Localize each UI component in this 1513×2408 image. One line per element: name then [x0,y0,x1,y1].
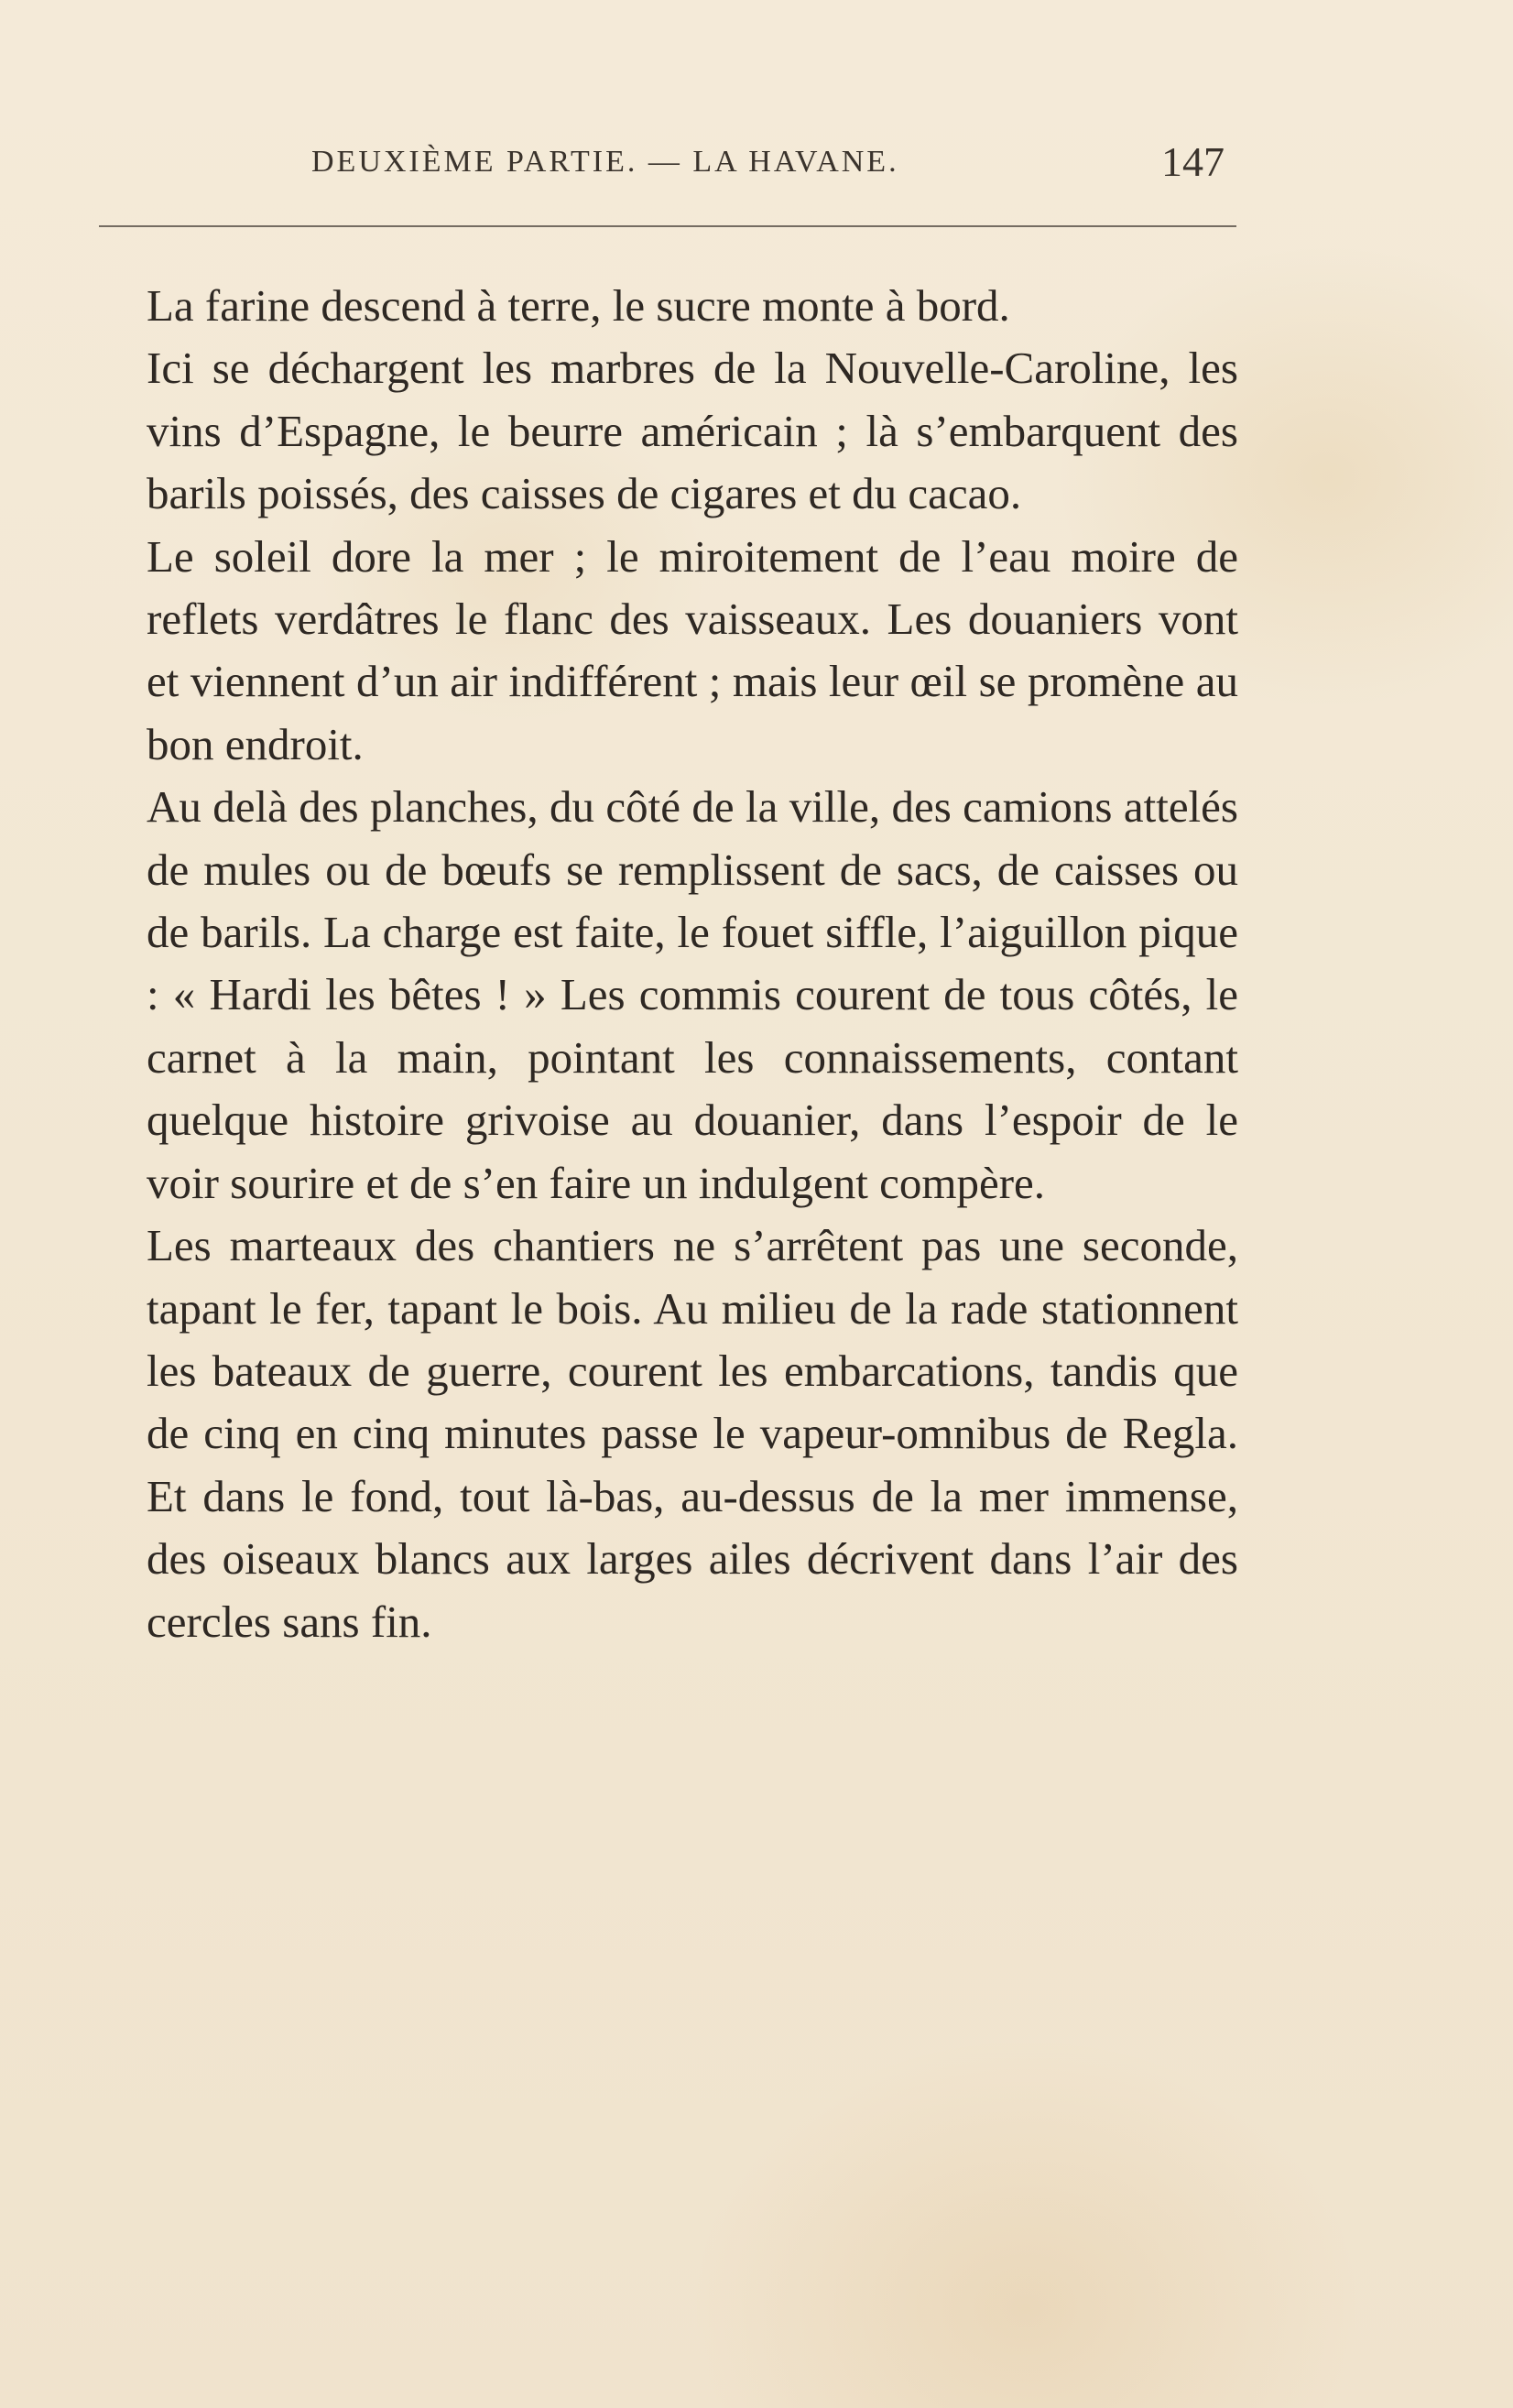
paragraph: Les marteaux des chantiers ne s’arrêtent pas une seconde, tapant le fer, tapant le bois. Au milieu de la rade stationnent les bateaux de guerre, courent les embarcations, tandis que de cinq en cinq minutes passe le vapeur-omnibus de Regla. Et dans le fond, tout là-bas, au-dessus de la mer immense, des oiseaux blancs aux larges ailes décrivent dans l’air des cercles sans fin. [147,1220,1238,1647]
paragraph: Le soleil dore la mer ; le miroitement de l’eau moire de reflets verdâtres le flanc des vaisseaux. Les douaniers vont et viennent d’un air indifférent ; mais leur œil se promène au bon endroit. [147,530,1238,769]
header-rule [99,225,1236,227]
running-head: DEUXIÈME PARTIE. — LA HAVANE. [311,145,899,179]
paragraph: La farine descend à terre, le sucre monte à bord. [147,280,1010,331]
body-text [147,275,1238,1653]
paragraph: Ici se déchargent les marbres de la Nouvelle-Caroline, les vins d’Espagne, le beurre américain ; là s’embarquent des barils poissés, des caisses de cigares et du cacao. [147,343,1238,519]
page-number: 147 [1161,138,1225,185]
paragraph: Au delà des planches, du côté de la ville, des camions attelés de mules ou de bœufs se remplissent de sacs, de caisses ou de barils. La charge est faite, le fouet siffle, l’aiguillon pique : « Hardi les bêtes ! » Les commis courent de tous côtés, le carnet à la main, pointant les connaissements, contant quelque histoire grivoise au douanier, dans l’espoir de le voir sourire et de s’en faire un indulgent compère. [147,781,1238,1208]
